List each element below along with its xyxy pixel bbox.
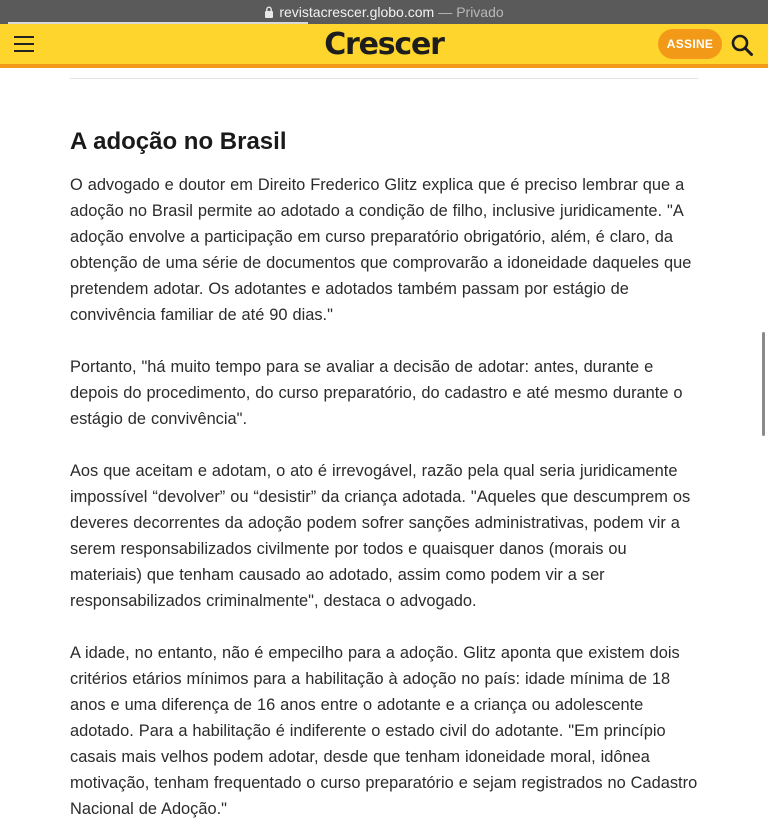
article-paragraph: O advogado e doutor em Direito Frederico Glitz explica que é preciso lembrar que a adoção no Brasil permite ao adotado a condição de filho, inclusive juridicamente. "A adoção envolve a participação em curso preparatório obrigatório, além, é claro, da obtenção de uma série de documentos que comprovarão a idoneidade daqueles que pretendem adotar. Os adotantes e adotados também passam por estágio de convivência familiar de até 90 dias." (70, 176, 692, 324)
search-icon[interactable] (730, 33, 754, 57)
lock-icon (264, 6, 274, 18)
site-header (0, 24, 768, 68)
article-paragraph: A idade, no entanto, não é empecilho para a adoção. Glitz aponta que existem dois critérios etários mínimos para a habilitação à adoção no país: idade mínima de 18 anos e uma diferença de 16 anos entre o adotante e a criança ou adolescente adotado. Para a habilitação é indiferente o estado civil do adotante. "Em princípio casais mais velhos podem adotar, desde que tenham idoneidade moral, idônea motivação, tenham frequentado o curso preparatório e sejam registrados no Cadastro Nacional de Adoção." (70, 644, 698, 818)
content-divider (70, 78, 698, 79)
section-heading: A adoção no Brasil (70, 128, 287, 155)
url-separator: — (438, 4, 453, 20)
browser-url-bar[interactable] (0, 0, 768, 24)
scrollbar-thumb[interactable] (762, 332, 765, 436)
article-paragraph: Aos que aceitam e adotam, o ato é irrevogável, razão pela qual seria juridicamente impossível “devolver” ou “desistir” da criança adotada. "Aqueles que descumprem os deveres decorrentes da adoção podem sofrer sanções administrativas, podem vir a serem responsabilizados civilmente por todos e quaisquer danos (morais ou materiais) que tenham causado ao adotado, assim como podem vir a ser responsabilizados criminalmente", destaca o advogado. (70, 462, 691, 610)
article-paragraph: Portanto, "há muito tempo para se avaliar a decisão de adotar: antes, durante e depois do procedimento, do curso preparatório, do cadastro e até mesmo durante o estágio de convivência". (70, 358, 683, 428)
private-mode-label: Privado (456, 4, 504, 20)
site-logo[interactable]: Crescer (324, 27, 444, 62)
article-body (70, 126, 698, 834)
url-domain: revistacrescer.globo.com (279, 4, 435, 20)
subscribe-button[interactable]: ASSINE (658, 29, 722, 59)
